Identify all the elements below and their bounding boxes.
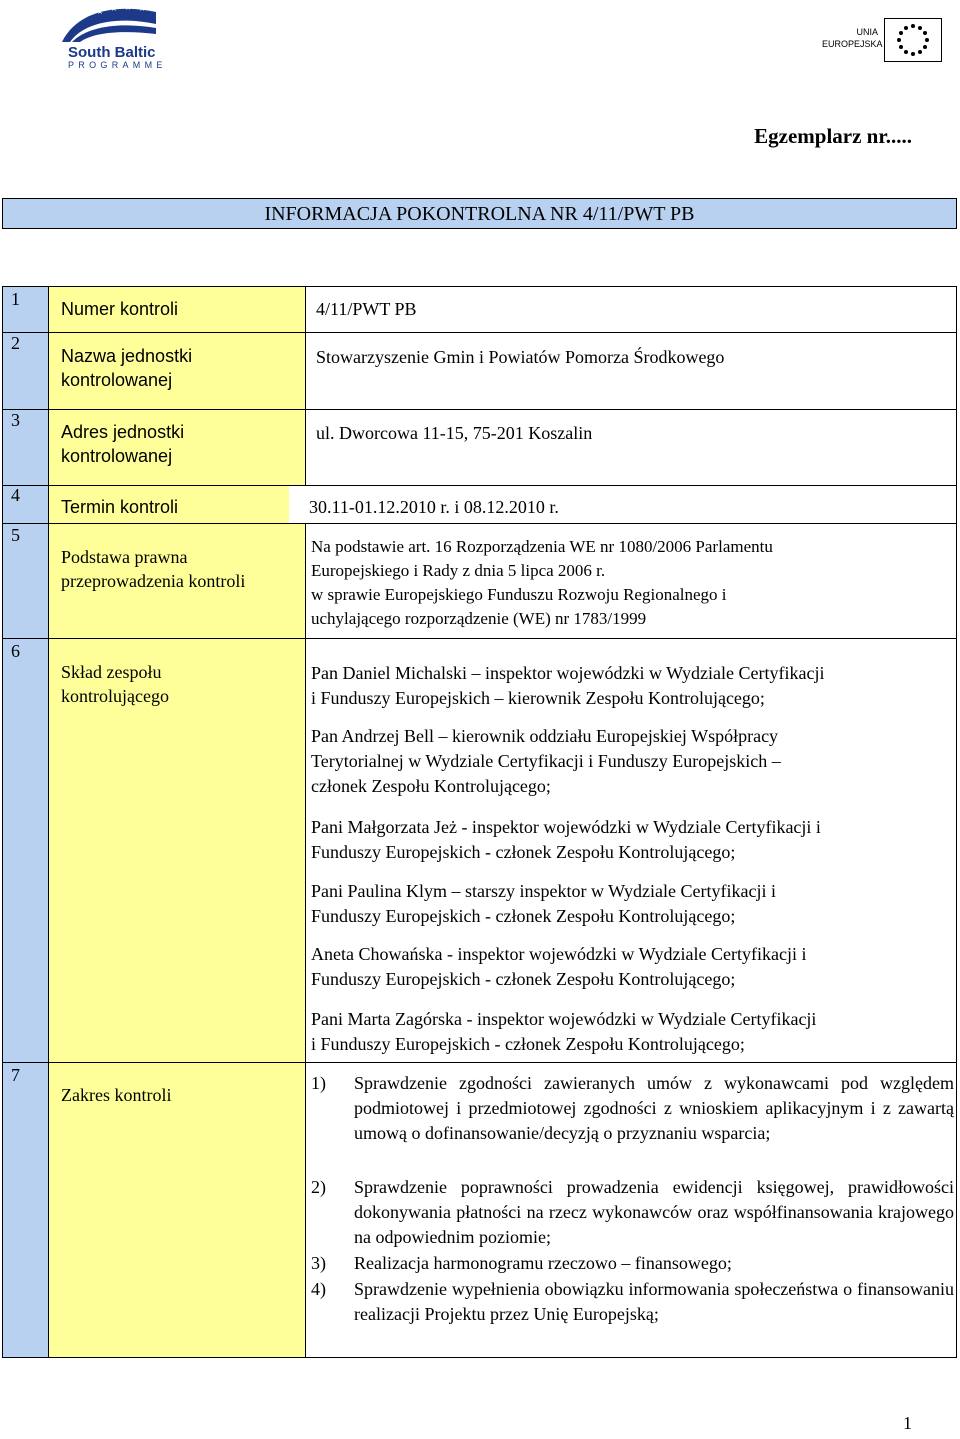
row-divider [3, 523, 956, 524]
col-divider [305, 523, 306, 1358]
label-line: kontrolowanej [61, 446, 173, 466]
number-column [3, 287, 49, 1357]
member-line: Funduszy Europejskich - członek Zespołu Kontrolującego; [311, 842, 736, 862]
member-line: Aneta Chowańska - inspektor wojewódzki w Wydziale Certyfikacji i [311, 944, 807, 964]
row-divider [3, 1062, 956, 1063]
member-line: i Funduszy Europejskich – kierownik Zespołu Kontrolującego; [311, 688, 765, 708]
label-zakres-kontroli: Zakres kontroli [61, 1085, 172, 1105]
scope-item-number: 1) [311, 1073, 326, 1093]
south-baltic-name: South Baltic [68, 44, 156, 61]
scope-item-number: 4) [311, 1279, 326, 1299]
value-nazwa-jednostki: Stowarzyszenie Gmin i Powiatów Pomorza Środkowego [316, 347, 725, 367]
value-termin-kontroli: 30.11-01.12.2010 r. i 08.12.2010 r. [309, 497, 559, 517]
row-number: 6 [11, 641, 20, 661]
page-number: 1 [903, 1413, 912, 1433]
row-number: 7 [11, 1065, 20, 1085]
scope-item-text: Sprawdzenie wypełnienia obowiązku informowania społeczeństwa o finansowaniu realizacji Projektu przez Unię Europejską; [354, 1279, 954, 1324]
label-line: Skład zespołu [61, 662, 162, 682]
value-line: Na podstawie art. 16 Rozporządzenia WE nr 1080/2006 Parlamentu [311, 537, 773, 556]
col-divider [305, 287, 306, 485]
scope-item-number: 3) [311, 1253, 326, 1273]
member-line: Pan Andrzej Bell – kierownik oddziału Europejskiej Współpracy [311, 726, 779, 746]
member-line: i Funduszy Europejskich - członek Zespołu Kontrolującego; [311, 1034, 745, 1054]
team-member [311, 942, 926, 992]
scope-item-text: Sprawdzenie zgodności zawieranych umów z wykonawcami pod względem podmiotowej i przedmiotowej zgodności z wnioskiem aplikacyjnym i z zawartą umową o dofinansowanie/decyzją o przyznaniu wsparcia; [354, 1073, 954, 1143]
label-podstawa-prawna [61, 545, 245, 593]
member-line: Pani Marta Zagórska - inspektor wojewódzki w Wydziale Certyfikacji [311, 1009, 817, 1029]
team-member [311, 661, 926, 711]
member-line: Funduszy Europejskich - członek Zespołu Kontrolującego; [311, 969, 736, 989]
team-member [311, 879, 926, 929]
eu-text-line2: EUROPEJSKA [822, 39, 883, 49]
value-adres-jednostki: ul. Dworcowa 11-15, 75-201 Koszalin [316, 423, 593, 443]
team-member [311, 815, 926, 865]
scope-item-text: Realizacja harmonogramu rzeczowo – finansowego; [354, 1253, 732, 1273]
label-line: Podstawa prawna [61, 547, 188, 567]
member-line: Pani Małgorzata Jeż - inspektor wojewódzki w Wydziale Certyfikacji i [311, 817, 821, 837]
member-line: Pani Paulina Klym – starszy inspektor w Wydziale Certyfikacji i [311, 881, 776, 901]
label-termin-kontroli: Termin kontroli [61, 497, 179, 517]
eu-logo [822, 18, 940, 62]
row-divider [3, 638, 956, 639]
label-line: przeprowadzenia kontroli [61, 571, 246, 591]
eu-flag-icon [884, 18, 942, 62]
row-number: 3 [11, 410, 20, 430]
value-numer-kontroli: 4/11/PWT PB [316, 299, 417, 319]
value-line: Europejskiego i Rady z dnia 5 lipca 2006 r. [311, 561, 606, 580]
value-podstawa-prawna [311, 535, 926, 631]
row-divider [3, 409, 956, 410]
south-baltic-sub: PROGRAMME [68, 60, 167, 70]
value-line: w sprawie Europejskiego Funduszu Rozwoju Regionalnego i [311, 585, 727, 604]
scope-item-number: 2) [311, 1177, 326, 1197]
south-baltic-wave-icon [58, 2, 158, 44]
label-line: kontrolującego [61, 686, 169, 706]
label-sklad-zespolu [61, 660, 169, 708]
member-line: członek Zespołu Kontrolującego; [311, 776, 551, 796]
row-number: 2 [11, 333, 20, 353]
row-number: 4 [11, 485, 20, 505]
label-line: Adres jednostki [61, 422, 185, 442]
member-line: Terytorialnej w Wydziale Certyfikacji i Funduszy Europejskich – [311, 751, 781, 771]
value-line: uchylającego rozporządzenie (WE) nr 1783/1999 [311, 609, 647, 628]
eu-logo-text [822, 26, 883, 50]
label-line: kontrolowanej [61, 370, 173, 390]
team-member [311, 724, 926, 799]
row-divider [3, 332, 956, 333]
copy-number: Egzemplarz nr..... [754, 124, 912, 148]
row-number: 5 [11, 525, 20, 545]
row-number: 1 [11, 289, 20, 309]
member-line: Pan Daniel Michalski – inspektor wojewódzki w Wydziale Certyfikacji [311, 663, 825, 683]
control-info-table [2, 286, 957, 1358]
document-title: INFORMACJA POKONTROLNA NR 4/11/PWT PB [2, 198, 957, 229]
label-nazwa-jednostki [61, 344, 192, 392]
eu-text-line1: UNIA [856, 27, 878, 37]
label-line: Nazwa jednostki [61, 346, 193, 366]
label-adres-jednostki [61, 420, 184, 468]
member-line: Funduszy Europejskich - członek Zespołu Kontrolującego; [311, 906, 736, 926]
scope-item-text: Sprawdzenie poprawności prowadzenia ewidencji księgowej, prawidłowości dokonywania płatności na rzecz wykonawców oraz współfinansowania krajowego na odpowiednim poziomie; [354, 1177, 954, 1247]
team-member [311, 1007, 926, 1057]
south-baltic-logo [52, 2, 172, 70]
row-divider [3, 485, 956, 486]
label-numer-kontroli: Numer kontroli [61, 299, 179, 319]
